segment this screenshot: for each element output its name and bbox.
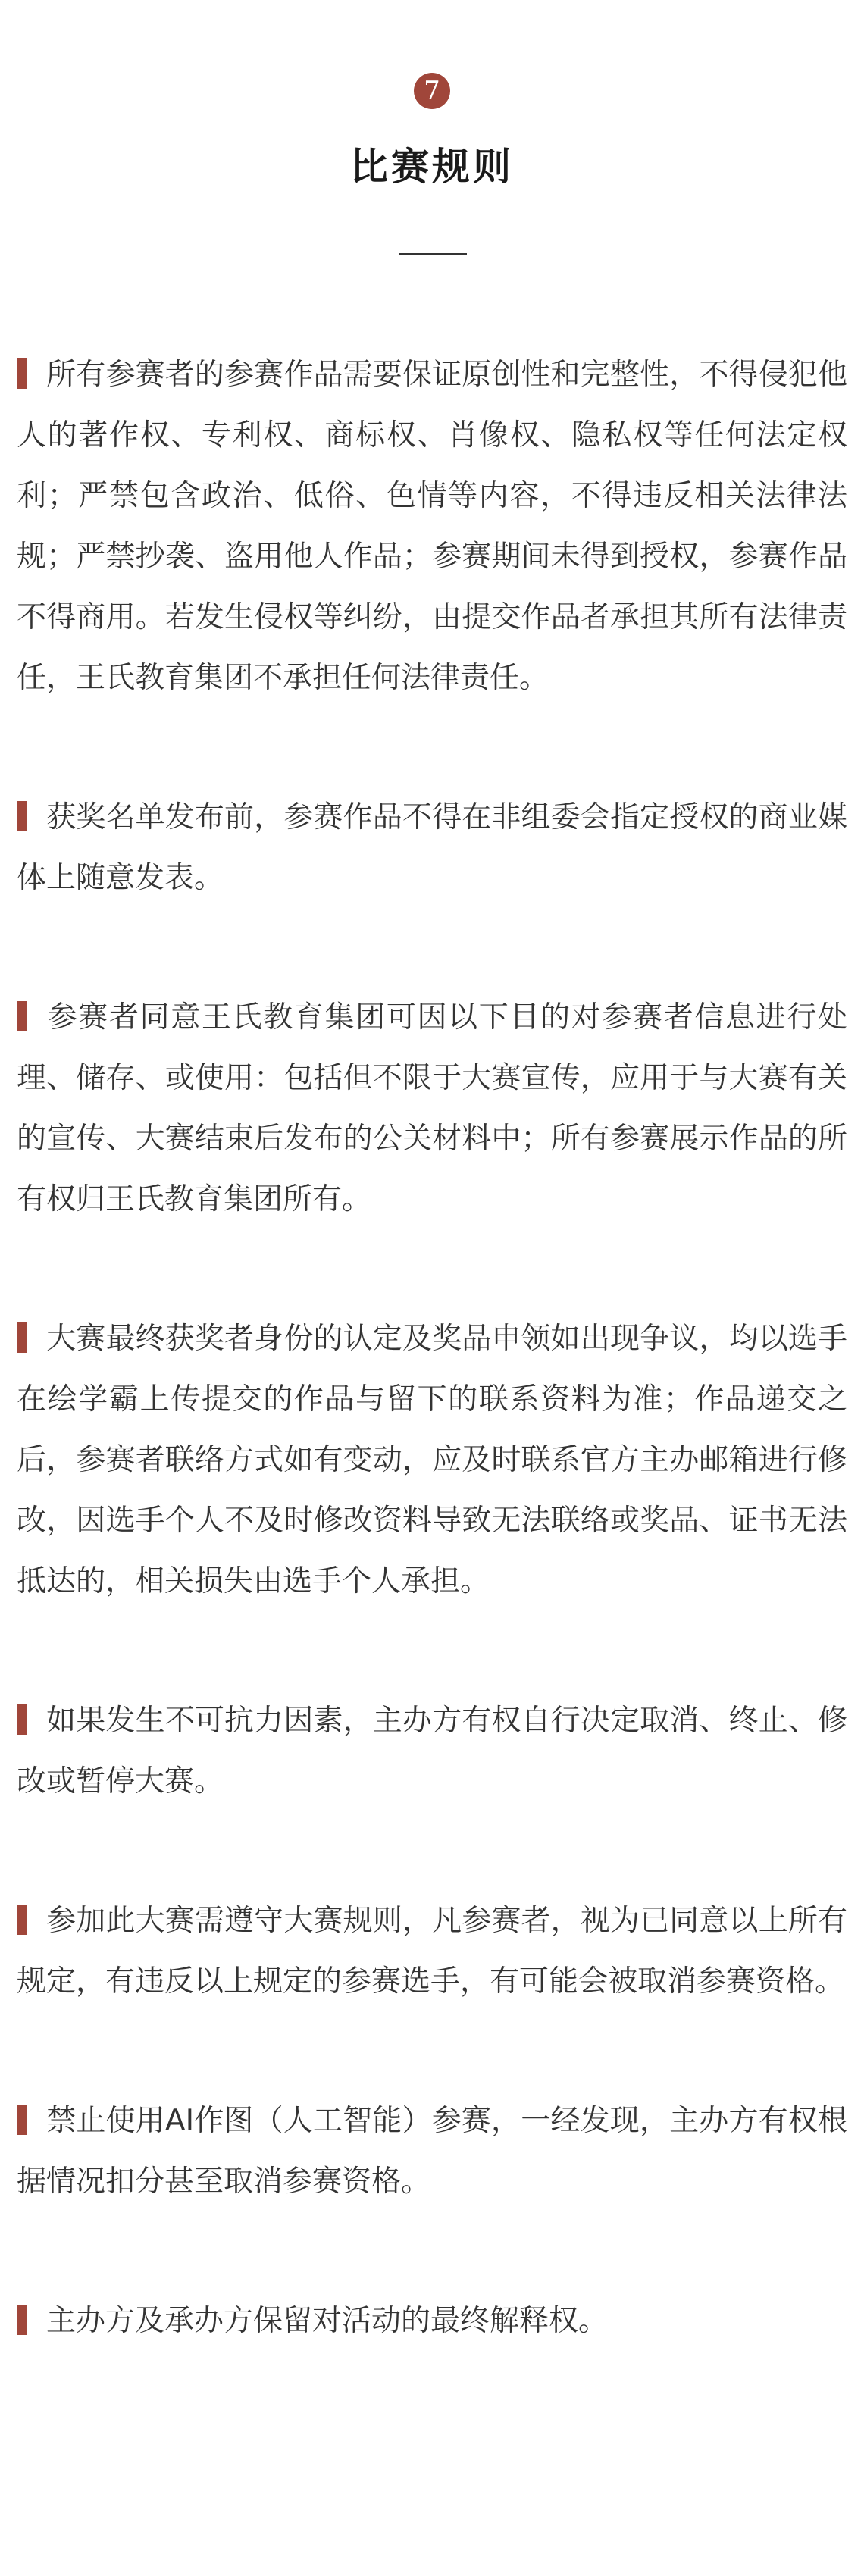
rule-item <box>0 787 864 909</box>
rule-item <box>0 2291 864 2352</box>
section-title: 比赛规则 <box>350 145 514 189</box>
bullet-bar-icon <box>17 2305 27 2335</box>
rule-text: 参加此大赛需遵守大赛规则，凡参赛者，视为已同意以上所有规定，有违反以上规定的参赛选手，有可能会被取消参赛资格。 <box>17 1904 847 1999</box>
bullet-bar-icon <box>17 2105 27 2135</box>
rule-text: 参赛者同意王氏教育集团可因以下目的对参赛者信息进行处理、储存、或使用：包括但不限于大赛宣传，应用于与大赛有关的宣传、大赛结束后发布的公关材料中；所有参赛展示作品的所有权归王氏教育集团所有。 <box>17 1000 847 1216</box>
bullet-bar-icon <box>17 1704 27 1735</box>
bullet-bar-icon <box>17 358 27 389</box>
rule-item <box>0 1309 864 1612</box>
bullet-bar-icon <box>17 1322 27 1353</box>
rule-text: 禁止使用AI作图（人工智能）参赛，一经发现，主办方有权根据情况扣分甚至取消参赛资格。 <box>17 2104 847 2199</box>
title-underline <box>399 253 467 255</box>
bullet-bar-icon <box>17 801 27 831</box>
rule-item <box>0 1691 864 1812</box>
rule-text: 大赛最终获奖者身份的认定及奖品申领如出现争议，均以选手在绘学霸上传提交的作品与留下的联系资料为准；作品递交之后，参赛者联络方式如有变动，应及时联系官方主办邮箱进行修改，因选手个人不及时修改资料导致无法联络或奖品、证书无法抵达的，相关损失由选手个人承担。 <box>17 1322 847 1598</box>
bullet-bar-icon <box>17 1905 27 1935</box>
rule-item <box>0 1891 864 2012</box>
bullet-bar-icon <box>17 1001 27 1031</box>
rules-list <box>0 345 864 2430</box>
rule-text: 主办方及承办方保留对活动的最终解释权。 <box>46 2304 609 2338</box>
rule-item <box>0 345 864 709</box>
rule-item <box>0 2091 864 2212</box>
section-header <box>0 0 864 273</box>
rule-text: 获奖名单发布前，参赛作品不得在非组委会指定授权的商业媒体上随意发表。 <box>17 800 847 895</box>
rule-text: 如果发生不可抗力因素，主办方有权自行决定取消、终止、修改或暂停大赛。 <box>17 1704 847 1798</box>
rule-item <box>0 988 864 1230</box>
section-number-badge: 7 <box>414 73 450 109</box>
rule-text: 所有参赛者的参赛作品需要保证原创性和完整性，不得侵犯他人的著作权、专利权、商标权、肖像权、隐私权等任何法定权利；严禁包含政治、低俗、色情等内容，不得违反相关法律法规；严禁抄袭、盗用他人作品；参赛期间未得到授权，参赛作品不得商用。若发生侵权等纠纷，由提交作品者承担其所有法律责任，王氏教育集团不承担任何法律责任。 <box>17 358 847 695</box>
